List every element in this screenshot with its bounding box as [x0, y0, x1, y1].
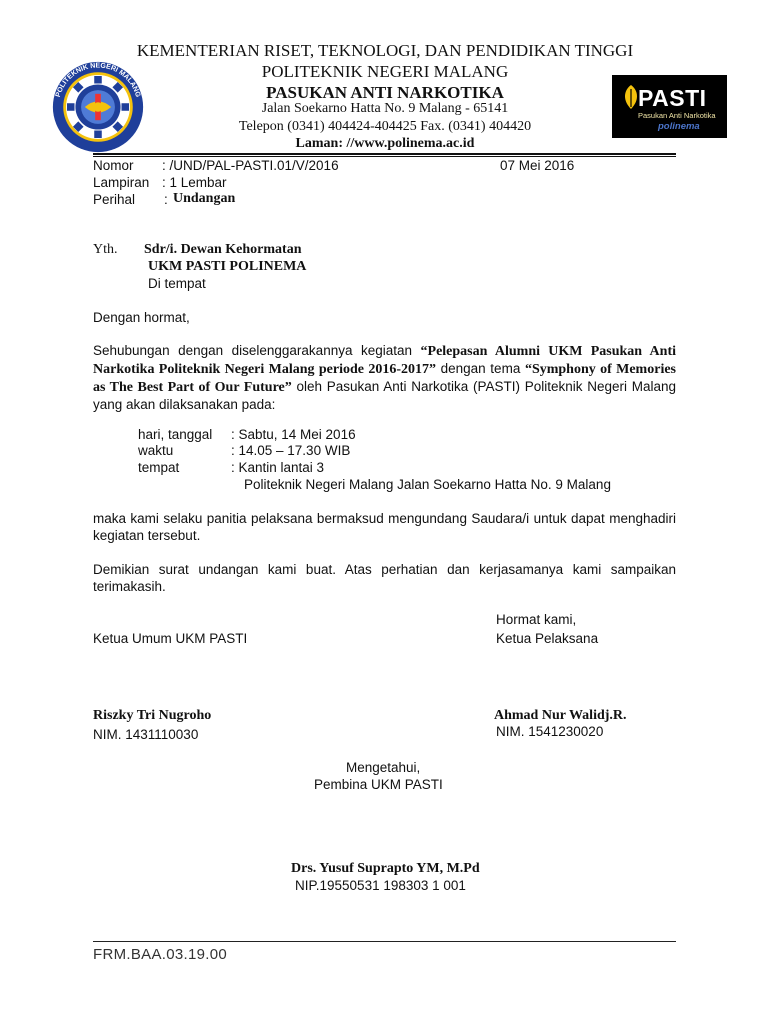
event-name: “Pelepasan Alumni UKM Pasukan Anti Narkotika Politeknik Negeri Malang periode 2016-2017”: [93, 344, 676, 377]
pasti-subtitle: Pasukan Anti Narkotika: [638, 111, 716, 120]
regards: Hormat kami,: [496, 612, 577, 627]
footer-rule: [93, 941, 676, 942]
address: Jalan Soekarno Hatta No. 9 Malang - 65141: [261, 101, 509, 116]
ministry-name: KEMENTERIAN RISET, TEKNOLOGI, DAN PENDIDIKAN TINGGI: [136, 41, 634, 60]
detail-value-place-cont: Politeknik Negeri Malang Jalan Soekarno Hatta No. 9 Malang: [244, 477, 611, 492]
right-signer-name: Ahmad Nur Walidj.R.: [494, 708, 627, 723]
nomor-value: : /UND/PAL-PASTI.01/V/2016: [162, 158, 339, 173]
advisor-name: Drs. Yusuf Suprapto YM, M.Pd: [291, 861, 480, 876]
detail-label-time: waktu: [138, 443, 174, 458]
perihal-colon: :: [164, 192, 168, 207]
perihal-label: Perihal: [93, 192, 136, 207]
pasti-brand: polinema: [658, 121, 700, 132]
yth-label: Yth.: [93, 242, 118, 257]
letterhead-rule-thin: [93, 156, 676, 157]
svg-text:POLITEKNIK NEGERI MALANG: POLITEKNIK NEGERI MALANG: [54, 62, 142, 99]
letter-date: 07 Mei 2016: [500, 158, 575, 173]
intro-text-3: oleh Pasukan Anti Narkotika (PASTI) Politeknik Negeri Malang yang akan dilaksanakan pada:: [93, 379, 676, 412]
event-theme: “Symphony of Memories as The Best Part of Our Future”: [93, 362, 676, 395]
pasti-logo: [612, 75, 727, 138]
right-signer-title: Ketua Pelaksana: [496, 631, 599, 646]
website[interactable]: Laman: //www.polinema.ac.id: [295, 136, 475, 151]
right-signer-nim: NIM. 1541230020: [496, 724, 604, 739]
detail-label-place: tempat: [138, 460, 180, 475]
detail-label-date: hari, tanggal: [138, 427, 213, 442]
unit-name: PASUKAN ANTI NARKOTIKA: [266, 83, 504, 102]
advisor-title: Pembina UKM PASTI: [314, 777, 443, 792]
pasti-word: PASTI: [638, 85, 707, 111]
lampiran-label: Lampiran: [93, 175, 150, 190]
detail-value-place: : Kantin lantai 3: [231, 460, 325, 475]
detail-value-date: : Sabtu, 14 Mei 2016: [231, 427, 356, 442]
intro-paragraph: [93, 342, 676, 413]
invite-paragraph: maka kami selaku panitia pelaksana bermaksud mengundang Saudara/i untuk dapat menghadiri kegiatan tersebut.: [93, 511, 676, 543]
acknowledgement: Mengetahui,: [346, 760, 421, 775]
institution-name: POLITEKNIK NEGERI MALANG: [261, 62, 509, 81]
left-signer-name: Riszky Tri Nugroho: [93, 708, 212, 723]
left-signer-title: Ketua Umum UKM PASTI: [93, 631, 248, 646]
salutation: Dengan hormat,: [93, 310, 190, 325]
advisor-nip: NIP.19550531 198303 1 001: [295, 878, 466, 893]
letterhead-rule: [93, 153, 676, 155]
detail-value-time: : 14.05 – 17.30 WIB: [231, 443, 351, 458]
perihal-value: Undangan: [173, 191, 236, 206]
intro-text-1: Sehubungan dengan diselenggarakannya kegiatan: [93, 343, 421, 358]
phone-fax: Telepon (0341) 404424-404425 Fax. (0341) 404420: [238, 119, 532, 134]
closing-paragraph: Demikian surat undangan kami buat. Atas perhatian dan kerjasamanya kami sampaikan terimakasih.: [93, 562, 676, 594]
nomor-label: Nomor: [93, 158, 134, 173]
intro-text-2: dengan tema: [436, 361, 525, 376]
recipient-name: Sdr/i. Dewan Kehormatan: [144, 242, 302, 257]
lampiran-value: : 1 Lembar: [162, 175, 227, 190]
recipient-org: UKM PASTI POLINEMA: [148, 259, 307, 274]
form-code: FRM.BAA.03.19.00: [93, 946, 228, 963]
left-signer-nim: NIM. 1431110030: [93, 727, 199, 742]
recipient-place: Di tempat: [148, 276, 206, 291]
